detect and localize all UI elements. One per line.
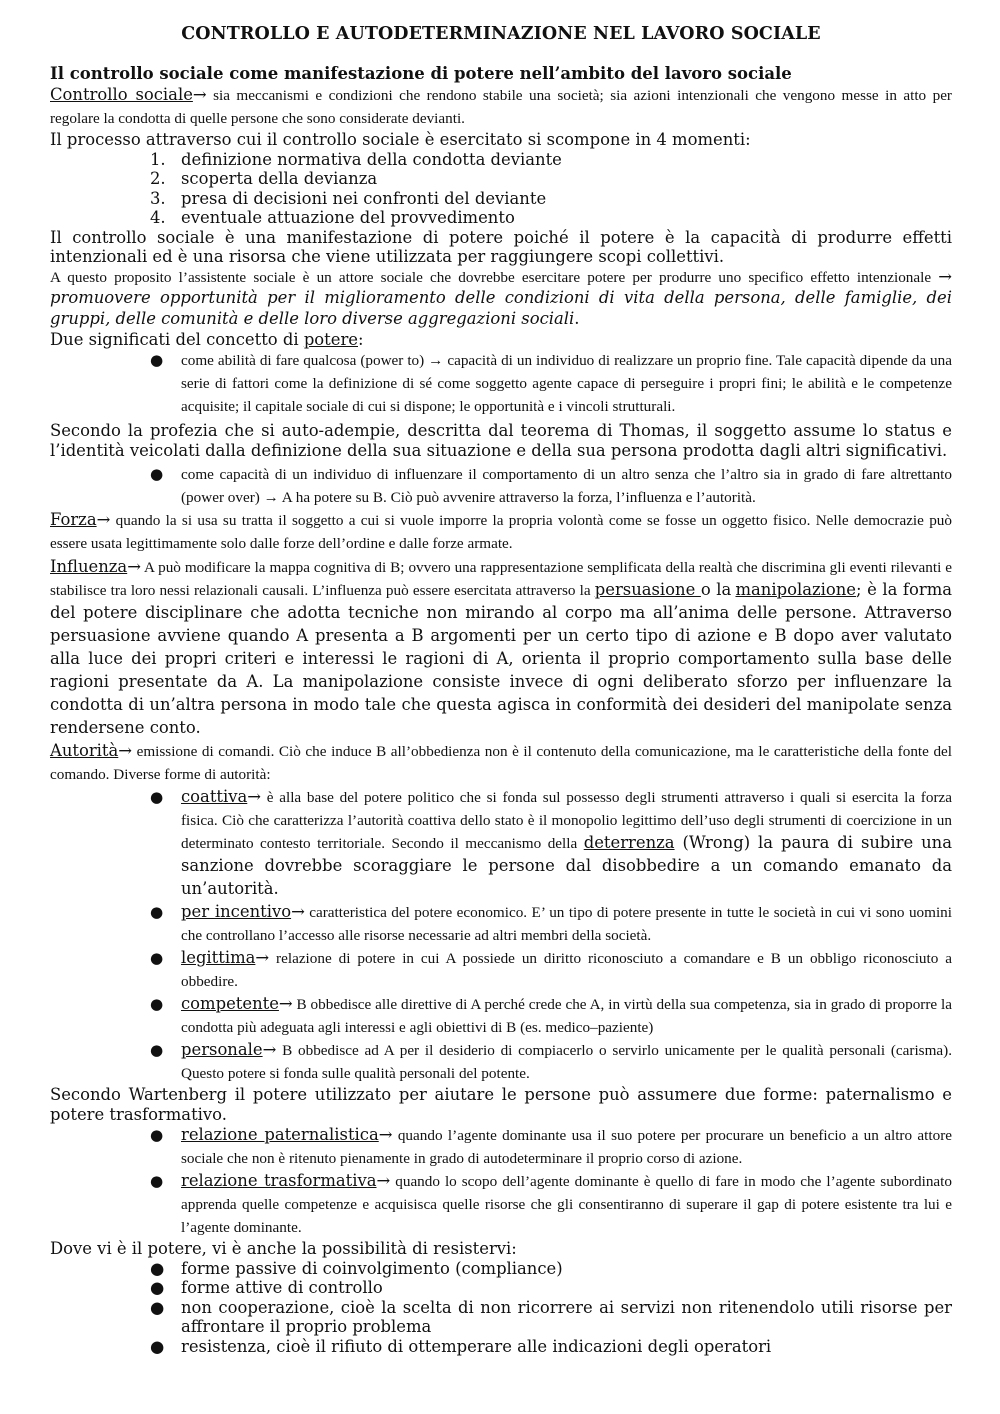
incentivo-term: per incentivo [181, 902, 292, 921]
arrow-glyph: → [291, 902, 305, 921]
power-to-text: come abilità di fare qualcosa (power to) → capacità di un individuo di realizzare un proprio fine. Tale capacità dipende da una serie di fattori come la definizione di sé come soggetto agente capace di perseguire i propri fini; le abilità e le competenze acquisite; il capitale sociale di cui si dispone; le opportunità e i vincoli strutturali. [181, 352, 952, 415]
list-item-text: resistenza, cioè il rifiuto di ottemperare alle indicazioni degli operatori [181, 1336, 772, 1356]
list-item [150, 1278, 952, 1298]
autorita-term: Autorità [50, 741, 119, 760]
list-item [150, 901, 952, 947]
bullet-icon: ● [150, 1297, 165, 1317]
power-over-text: come capacità di un individuo di influenzare il comportamento di un altro senza che l’altro sia in grado di fare altrettanto (power over) → A ha potere su B. Ciò può avvenire attraverso la forza, l’influenza e l’autorità. [181, 466, 952, 506]
list-item [150, 1170, 952, 1239]
autorita-paragraph [50, 740, 952, 786]
influenza-continuation: ; è la forma del potere disciplinare che adotta tecniche non mirando al corpo ma all’anima delle persone. Attraverso persuasione avviene quando A presenta a B argomenti per un certo tipo di azione e B dopo aver valutato alla luce dei propri criteri e interessi le ragioni di A, orienta il proprio comportamento sulla base delle ragioni presentate da A. La manipolazione consiste invece di ogni deliberato sforzo per influenzare la condotta di un’altra persona in modo tale che questa agisca in conformità dei desideri del manipolate senza rendersene conto. [50, 580, 953, 737]
controllo-sociale-definition [50, 84, 952, 130]
arrow-glyph: → [378, 1125, 393, 1144]
list-item-text: forme attive di controllo [181, 1278, 383, 1297]
deterrenza-term: deterrenza [583, 833, 675, 852]
bullet-icon: ● [150, 1258, 165, 1278]
coattiva-term: coattiva [181, 787, 248, 806]
trasformativa-term: relazione trasformativa [181, 1171, 377, 1190]
document-page [50, 22, 952, 1356]
authority-forms-list [50, 786, 952, 1085]
list-number: 3. [150, 188, 166, 208]
influenza-text: A può modificare la mappa cognitiva di B; ovvero una rappresentazione semplificata della realtà che discrimina gli eventi rilevanti e stabilisce tra loro nessi relazionali causali. L’influenza può essere esercitata attraverso la [50, 559, 952, 599]
list-item [150, 208, 952, 228]
influenza-paragraph [50, 556, 952, 740]
power-forms-list [50, 1124, 952, 1239]
bullet-icon: ● [150, 465, 164, 483]
arrow-glyph: → [255, 948, 270, 967]
personale-text: B obbedisce ad A per il desiderio di compiacerlo o servirlo unicamente per le qualità personali (carisma). Questo potere si fonda sulle qualità personali del potente. [181, 1042, 952, 1082]
colon: : [358, 329, 364, 349]
list-item [150, 786, 952, 901]
trasformativa-text: quando lo scopo dell’agente dominante è quello di fare in modo che l’agente subordinato apprenda quelle competenze e acquisisca quelle risorse che gli consentiranno di superare il gap di potere esistente tra lui e l’agente dominante. [181, 1173, 952, 1236]
assistente-sociale-goal: promuovere opportunità per il miglioramento delle condizioni di vita della persona, delle famiglie, dei gruppi, delle comunità e delle loro diverse aggregazioni sociali [50, 287, 952, 328]
document-title: CONTROLLO E AUTODETERMINAZIONE NEL LAVORO SOCIALE [181, 24, 821, 44]
assistente-sociale-text: A questo proposito l’assistente sociale è un attore sociale che dovrebbe esercitare potere per produrre uno specifico effetto intenzionale [50, 268, 939, 286]
legittima-text: relazione di potere in cui A possiede un diritto riconosciuto a comandare e B un obbligo riconosciuto a obbedire. [181, 950, 952, 990]
bullet-icon: ● [150, 1278, 165, 1297]
wartenberg-paragraph: Secondo Wartenberg il potere utilizzato per aiutare le persone può assumere due forme: paternalismo e potere trasformativo. [50, 1085, 952, 1124]
bullet-icon: ● [150, 995, 164, 1013]
process-intro: Il processo attraverso cui il controllo sociale è esercitato si scompone in 4 momenti: [50, 130, 751, 149]
autorita-text: emissione di comandi. Ciò che induce B all’obbedienza non è il contenuto della comunicazione, ma le caratteristiche della fonte del comando. Diverse forme di autorità: [50, 743, 952, 783]
list-item [150, 1297, 952, 1337]
list-item [150, 149, 952, 170]
arrow-glyph: → [247, 787, 262, 806]
controllo-sociale-power-paragraph: Il controllo sociale è una manifestazione di potere poiché il potere è la capacità di produrre effetti intenzionali ed è una risorsa che viene utilizzata per raggiungere scopi collettivi. [50, 227, 952, 266]
bullet-icon: ● [150, 949, 164, 967]
coattiva-text: è alla base del potere politico che si fonda sul possesso degli strumenti attraverso i quali si esercita la forza fisica. Ciò che caratterizza l’autorità coattiva dello stato è il monopolio legittimo dell’uso degli strumenti di coercizione in un determinato contesto territoriale. Secondo il meccanismo della [181, 789, 952, 852]
list-number: 2. [150, 169, 166, 188]
bullet-icon: ● [150, 1041, 164, 1059]
arrow-glyph: → [262, 1040, 277, 1059]
list-item [150, 349, 952, 418]
forza-paragraph [50, 509, 952, 555]
list-item-text: scoperta della devianza [181, 169, 378, 188]
arrow-glyph: → [118, 741, 133, 760]
arrow-glyph: → [96, 510, 111, 529]
controllo-sociale-text: sia meccanismi e condizioni che rendono stabile una società; sia azioni intenzionali che vengono messe in atto per regolare la condotta di quelle persone che sono considerate devianti. [50, 87, 952, 127]
potere-term: potere [303, 329, 358, 349]
arrow-glyph: → [127, 557, 141, 576]
list-number: 1. [150, 149, 166, 169]
list-item-text: forme passive di coinvolgimento (compliance) [181, 1258, 563, 1278]
thomas-paragraph: Secondo la profezia che si auto-adempie, descritta dal teorema di Thomas, il soggetto assume lo status e l’identità veicolati dalla definizione della sua situazione e della sua persona prodotta dagli altri significativi. [50, 421, 952, 460]
o-la-text: o la [700, 580, 732, 599]
bullet-icon: ● [150, 1336, 165, 1356]
list-item [150, 993, 952, 1039]
paternalistica-text: quando l’agente dominante usa il suo potere per procurare un beneficio a un altro attore sociale che non è ritenuto pienamente in grado di autodeterminare il proprio corso di azione. [181, 1127, 953, 1167]
influenza-term: Influenza [50, 557, 128, 576]
section-heading: Il controllo sociale come manifestazione di potere nell’ambito del lavoro sociale [50, 64, 792, 83]
list-item [150, 947, 952, 993]
persuasione-term: persuasione [594, 580, 701, 599]
arrow-glyph: → [938, 266, 952, 286]
list-item [150, 1336, 952, 1357]
list-item [150, 1039, 952, 1085]
list-item-text: definizione normativa della condotta deviante [181, 149, 562, 169]
list-item [150, 1258, 952, 1279]
manipolazione-term: manipolazione [735, 580, 856, 599]
resistance-list [50, 1259, 952, 1357]
list-item-text: non cooperazione, cioè la scelta di non ricorrere ai servizi non ritenendolo utili risorse per affrontare il proprio problema [181, 1297, 952, 1336]
power-to-list [50, 349, 952, 418]
forza-text: quando la si usa su tratta il soggetto a cui si vuole imporre la propria volontà come se fosse un oggetto fisico. Nelle democrazie può essere usata legittimamente solo dalle forze dell’ordine e dalle forze armate. [50, 512, 952, 552]
arrow-glyph: → [192, 85, 207, 104]
competente-text: B obbedisce alle direttive di A perché crede che A, in virtù della sua competenza, sia in grado di proporre la condotta più adeguata agli interessi e agli obiettivi di B (es. medico–paziente) [181, 996, 952, 1036]
bullet-icon: ● [150, 351, 164, 369]
personale-term: personale [181, 1040, 263, 1059]
list-number: 4. [150, 208, 166, 227]
forza-term: Forza [50, 510, 97, 529]
arrow-glyph: → [376, 1171, 391, 1190]
list-item [150, 169, 952, 189]
list-item [150, 188, 952, 209]
assistente-sociale-paragraph [50, 267, 952, 330]
bullet-icon: ● [150, 788, 164, 806]
bullet-icon: ● [150, 1126, 164, 1144]
period: . [574, 308, 580, 328]
deterrenza-text: (Wrong) la paura di subire una sanzione dovrebbe scoraggiare le persone dal disobbedire a un comando emanato da un’autorità. [181, 833, 952, 898]
two-meanings-intro [50, 330, 952, 350]
incentivo-text: caratteristica del potere economico. E’ un tipo di potere presente in tutte le società in cui vi sono uomini che controllano l’accesso alle risorse necessarie ad altri membri della società. [181, 904, 952, 944]
bullet-icon: ● [150, 903, 164, 921]
list-item-text: eventuale attuazione del provvedimento [181, 208, 515, 227]
legittima-term: legittima [181, 948, 256, 967]
paternalistica-term: relazione paternalistica [181, 1125, 379, 1144]
power-over-list [50, 463, 952, 509]
two-meanings-text: Due significati del concetto di [50, 329, 304, 349]
resist-intro: Dove vi è il potere, vi è anche la possibilità di resistervi: [50, 1239, 517, 1258]
list-item-text: presa di decisioni nei confronti del deviante [181, 188, 547, 208]
bullet-icon: ● [150, 1172, 164, 1190]
list-item [150, 463, 952, 509]
list-item [150, 1124, 953, 1170]
controllo-sociale-term: Controllo sociale [50, 85, 193, 104]
process-steps-list [50, 150, 952, 228]
arrow-glyph: → [278, 994, 293, 1013]
competente-term: competente [181, 994, 279, 1013]
